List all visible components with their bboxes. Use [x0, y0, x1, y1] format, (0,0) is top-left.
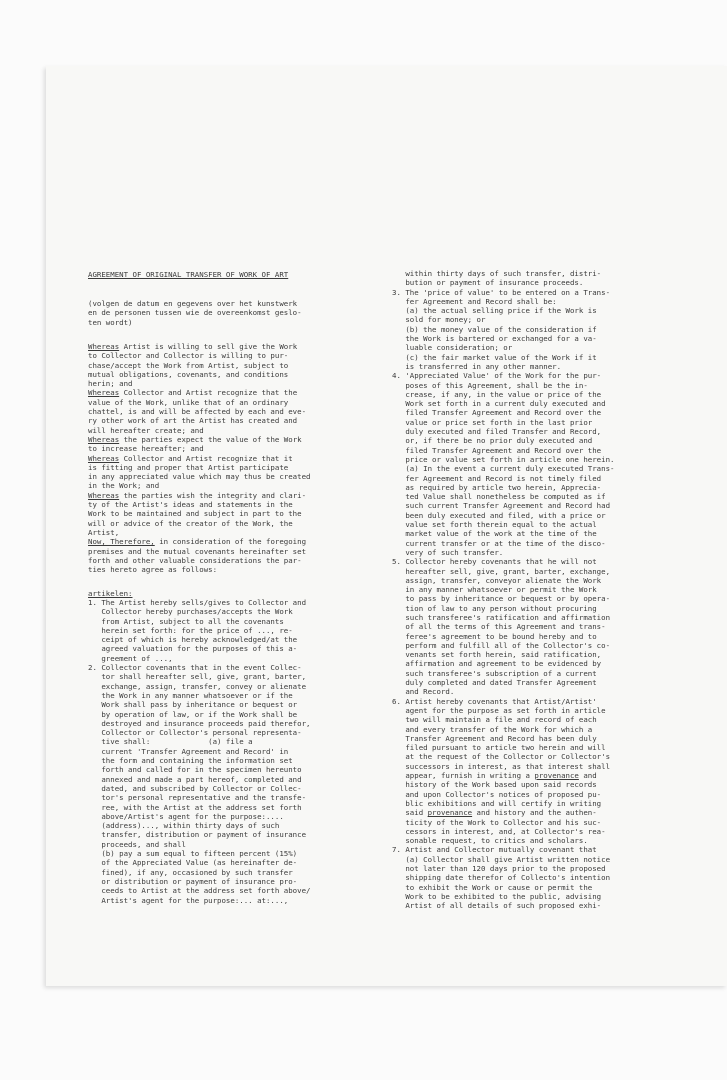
article-line: successors in interest, as that interest shall: [392, 761, 611, 771]
recital-line: value of the Work, unlike that of an ordinary: [88, 397, 289, 407]
article-line: ticity of the Work to Collector and his suc-: [392, 817, 602, 827]
article-line: (c) the fair market value of the Work if it: [392, 352, 597, 362]
recital-line: Whereas the parties expect the value of the Work: [88, 434, 302, 444]
article-line: cessors in interest, and, at Collector's rea-: [392, 826, 606, 836]
recital-line: ry other work of art the Artist has created and: [88, 416, 298, 426]
article-line: agreed valuation for the purposes of this a-: [88, 644, 298, 654]
article-line: proceeds, and shall: [88, 839, 186, 849]
article-line: annexed and made a part hereof, completed and: [88, 774, 302, 784]
recital-line: in the Work; and: [88, 481, 160, 491]
recitals-section: [88, 342, 310, 574]
article-line: 1. The Artist hereby sells/gives to Collector and: [88, 598, 307, 607]
article-line: and every transfer of the Work for which a: [392, 724, 593, 734]
article-line: Collector hereby purchases/accepts the Work: [88, 607, 293, 617]
article-line: hereafter sell, give, grant, barter, exchange,: [392, 566, 611, 576]
article-line: said provenance and history and the authen-: [392, 808, 597, 818]
recital-line: herin; and: [88, 379, 133, 389]
recital-line: Now, Therefore, in consideration of the foregoing: [88, 537, 307, 547]
article-line: assign, transfer, conveyor alienate the Work: [392, 575, 602, 585]
article-line: feree's agreement to be bound hereby and to: [392, 631, 597, 641]
article-line: Collector or Collector's personal representa-: [88, 728, 302, 738]
recital-line: chattel, is and will be affected by each and eve-: [88, 407, 307, 417]
article-line: within thirty days of such transfer, distri-: [392, 269, 602, 278]
article-line: by operation of law, or if the Work shall be: [88, 709, 298, 719]
article-line: fined), if any, occasioned by such transfer: [88, 867, 293, 877]
recital-line: to Collector and Collector is willing to pur-: [88, 351, 289, 361]
recital-line: Whereas the parties wish the integrity and clari-: [88, 490, 307, 500]
article-line: 4. 'Appreciated Value' of the Work for the pur-: [392, 371, 602, 381]
article-line: sonable request, to critics and scholars.: [392, 836, 588, 846]
recital-line: premises and the mutual covenants hereinafter set: [88, 546, 307, 556]
article-line: of all the terms of this Agreement and trans-: [392, 622, 606, 632]
article-line: ceeds to Artist at the address set forth above/: [88, 886, 311, 896]
article-line: greement of ...,: [88, 653, 173, 663]
article-line: (a) Collector shall give Artist written notice: [392, 854, 611, 864]
article-line: been duly executed and filed, with a price or: [392, 510, 606, 520]
article-line: as required by article two herein, Apprecia-: [392, 482, 602, 492]
article-line: such transferee's subscription of a current: [392, 668, 597, 678]
recital-line: will or advice of the creator of the Work, the: [88, 518, 293, 528]
recital-line: will hereafter create; and: [88, 425, 204, 435]
article-line: agent for the purpose as set forth in article: [392, 705, 606, 715]
article-line: transfer, distribution or payment of insurance: [88, 830, 307, 840]
article-line: of the Appreciated Value (as hereinafter de-: [88, 858, 298, 868]
article-line: current 'Transfer Agreement and Record' in: [88, 746, 289, 756]
article-line: ree, with the Artist at the address set forth: [88, 802, 302, 812]
note-line: (volgen de datum en gegevens over het kunstwerk: [88, 299, 298, 308]
article-line: duly executed and filed Transfer and Record,: [392, 427, 602, 437]
article-line: the form and containing the information set: [88, 756, 293, 766]
article-line: current transfer or at the time of the disco-: [392, 538, 606, 548]
article-line: tor's personal representative and the transfe-: [88, 793, 307, 803]
article-line: to pass by inheritance or bequest or by opera-: [392, 594, 611, 604]
article-line: Work set forth in a current duly executed and: [392, 399, 606, 409]
article-line: shipping date therefor of Collecto's intention: [392, 873, 611, 883]
article-line: sold for money; or: [392, 315, 486, 325]
recital-line: Whereas Collector and Artist recognize that it: [88, 453, 293, 463]
article-line: in any manner whatsoever or permit the Work: [392, 585, 597, 595]
article-line: such current Transfer Agreement and Record had: [392, 501, 611, 511]
article-line: 7. Artist and Collector mutually covenant that: [392, 845, 597, 855]
article-line: ted Value shall nonetheless be computed as if: [392, 492, 606, 502]
article-line: tor shall hereafter sell, give, grant, barter,: [88, 672, 307, 682]
article-line: Artist's agent for the purpose:... at:...,: [88, 895, 289, 905]
recital-line: Artist,: [88, 527, 120, 537]
article-line: at the request of the Collector or Collector's: [392, 752, 611, 762]
articles-left-column: [88, 598, 310, 905]
article-line: two will maintain a file and record of each: [392, 715, 597, 725]
recital-line: in any appreciated value which may thus be created: [88, 472, 311, 482]
article-line: 5. Collector hereby covenants that he will not: [392, 557, 597, 567]
note-line: en de personen tussen wie de overeenkomst geslo-: [88, 308, 302, 318]
note-line: ten wordt): [88, 317, 133, 327]
article-line: bution or payment of insurance proceeds.: [392, 278, 584, 288]
article-line: to exhibit the Work or cause or permit the: [392, 882, 593, 892]
article-line: not later than 120 days prior to the proposed: [392, 864, 606, 873]
article-line: fer Agreement and Record shall be:: [392, 296, 557, 306]
article-line: 6. Artist hereby covenants that Artist/Artist': [392, 696, 597, 706]
article-line: blic exhibitions and will certify in writing: [392, 798, 602, 808]
recital-line: Whereas Artist is willing to sell give the Work: [88, 342, 298, 351]
recital-line: to increase hereafter; and: [88, 444, 204, 454]
article-line: the Work is bartered or exchanged for a va-: [392, 334, 597, 344]
recital-line: forth and other valuable considerations the par-: [88, 555, 302, 565]
article-line: value set forth therein equal to the actual: [392, 520, 597, 530]
article-line: luable consideration; or: [392, 343, 513, 353]
article-line: filed Transfer Agreement and Record over the: [392, 408, 602, 418]
article-line: forth and called for in the specimen hereunto: [88, 765, 302, 775]
article-line: very of such transfer.: [392, 547, 504, 557]
article-line: market value of the work at the time of the: [392, 529, 597, 539]
article-line: and upon Collector's notices of proposed pu-: [392, 789, 602, 799]
article-line: is transferred in any other manner.: [392, 361, 562, 371]
article-line: and Record.: [392, 687, 455, 697]
article-line: fer Agreement and Record is not timely filed: [392, 473, 602, 483]
article-line: appear, furnish in writing a provenance and: [392, 771, 597, 781]
article-line: above/Artist's agent for the purpose:....: [88, 811, 284, 821]
article-line: Transfer Agreement and Record has been duly: [392, 733, 597, 743]
recital-line: Work to be maintained and subject in part to the: [88, 509, 302, 519]
article-line: exchange, assign, transfer, convey or alienate: [88, 681, 307, 691]
article-line: (address)..., within thirty days of such: [88, 821, 280, 831]
article-line: duly completed and dated Transfer Agreement: [392, 678, 597, 688]
articles-right-column: [392, 269, 614, 910]
article-line: perform and fulfill all of the Collector's co-: [392, 640, 611, 650]
article-line: Artist of all details of such proposed exhi-: [392, 901, 602, 911]
article-line: poses of this Agreement, shall be the in-: [392, 380, 588, 390]
article-line: crease, if any, in the value or price of the: [392, 389, 602, 399]
article-line: Work to be exhibited to the public, advising: [392, 891, 602, 901]
article-line: price or value set forth in article one herein.: [392, 454, 615, 464]
document-note: [88, 299, 302, 327]
document-page: [46, 66, 727, 986]
article-line: or distribution or payment of insurance pro-: [88, 876, 298, 886]
article-line: 3. The 'price of value' to be entered on a Trans-: [392, 287, 611, 297]
document-title: AGREEMENT OF ORIGINAL TRANSFER OF WORK OF ART: [88, 270, 289, 279]
article-line: tion of law to any person without procuring: [392, 603, 597, 613]
article-line: ceipt of which is hereby acknowledged/at the: [88, 635, 298, 645]
article-line: destroyed and insurance proceeds paid therefor,: [88, 718, 311, 728]
article-line: from Artist, subject to all the covenants: [88, 616, 284, 626]
recital-line: is fitting and proper that Artist participate: [88, 462, 289, 472]
article-line: tive shall: (a) file a: [88, 737, 253, 747]
recital-line: ties hereto agree as follows:: [88, 565, 218, 575]
article-line: (b) pay a sum equal to fifteen percent (15%): [88, 849, 298, 859]
article-line: affirmation and agreement to be evidenced by: [392, 659, 602, 669]
article-line: filed pursuant to article two herein and will: [392, 743, 606, 753]
articles-heading: artikelen:: [88, 589, 133, 598]
article-line: dated, and subscribed by Collector or Collec-: [88, 783, 302, 793]
article-line: or, if there be no prior duly executed and: [392, 436, 593, 446]
article-line: value or price set forth in the last prior: [392, 417, 593, 427]
recital-line: ty of the Artist's ideas and statements in the: [88, 500, 293, 510]
article-line: (b) the money value of the consideration if: [392, 324, 597, 334]
article-line: venants set forth herein, said ratification,: [392, 650, 602, 660]
recital-line: Whereas Collector and Artist recognize that the: [88, 388, 298, 398]
article-line: (a) the actual selling price if the Work is: [392, 306, 597, 316]
article-line: history of the Work based upon said records: [392, 780, 597, 790]
article-line: filed Transfer Agreement and Record over the: [392, 445, 602, 455]
article-line: such transferee's ratification and affirmation: [392, 612, 611, 622]
article-line: the Work in any manner whatsoever or if the: [88, 690, 293, 700]
article-line: 2. Collector covenants that in the event Collec-: [88, 663, 302, 673]
article-line: herein set forth: for the price of ..., re-: [88, 625, 293, 635]
article-line: Work shall pass by inheritance or bequest or: [88, 700, 298, 710]
article-line: (a) In the event a current duly executed Trans-: [392, 464, 615, 474]
recital-line: chase/accept the Work from Artist, subject to: [88, 360, 289, 370]
recital-line: mutual obligations, covenants, and conditions: [88, 369, 289, 379]
